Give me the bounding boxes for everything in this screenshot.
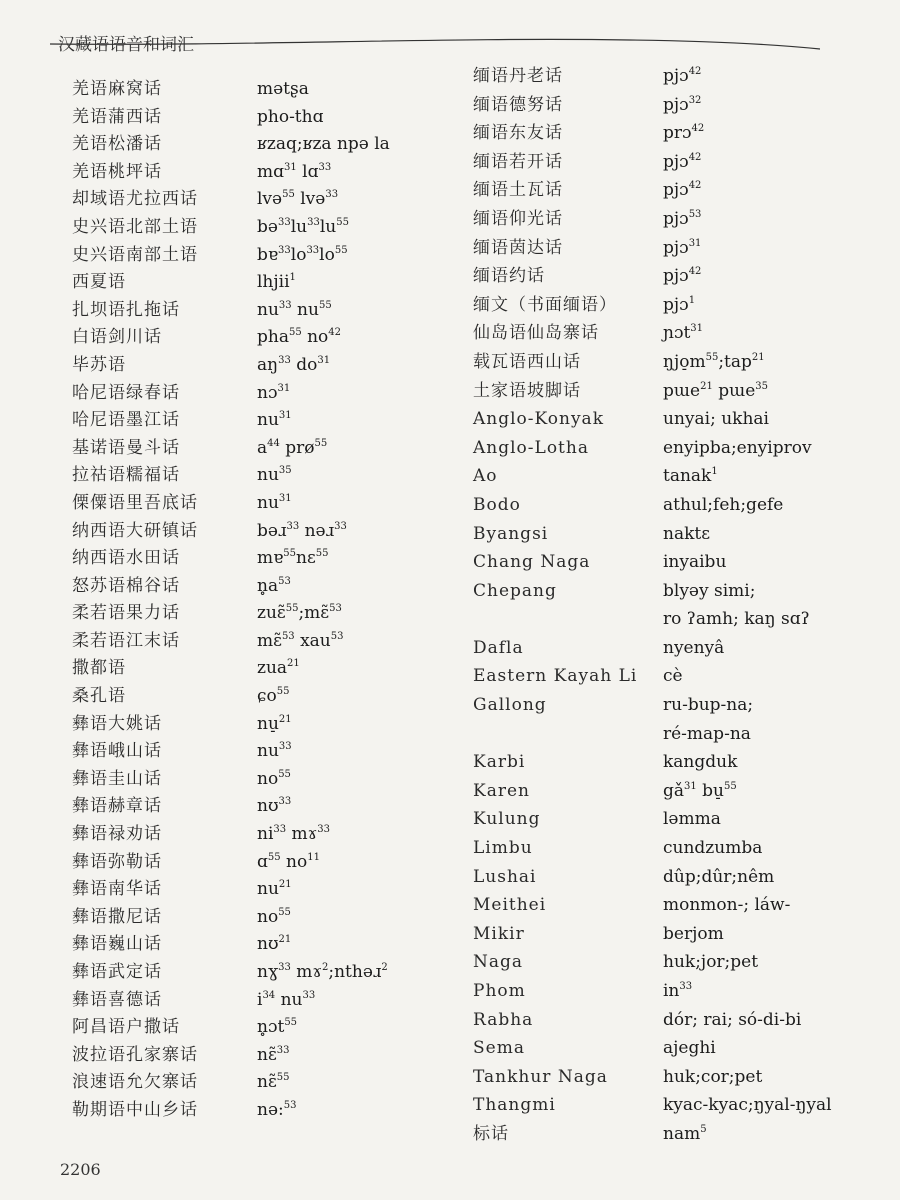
word-form: nam$^5$ xyxy=(663,1123,707,1144)
word-form: bəɹ$^{33}$ nəɹ$^{33}$ xyxy=(257,520,347,541)
language-name xyxy=(473,720,637,749)
word-form: pjɔ$^{42}$ xyxy=(663,151,702,172)
language-name: 勒期语中山乡话 xyxy=(72,1099,198,1120)
word-form: pho-thɑ xyxy=(257,106,324,127)
language-name: Chepang xyxy=(473,580,557,601)
word-form: pjɔ$^{42}$ xyxy=(663,266,702,287)
word-form: $nu^{31}$ xyxy=(257,492,292,513)
language-name: 羌语桃坪话 xyxy=(72,161,162,182)
word-form: $bə^{33}lu^{33}lu^{55}$ xyxy=(257,216,349,237)
language-name: Tankhur Naga xyxy=(473,1066,608,1087)
word-form: ru-bup-na; xyxy=(663,695,754,716)
word-form: nə:$^{53}$ xyxy=(257,1099,297,1120)
language-name: Mikir xyxy=(473,923,525,944)
language-name: 怒苏语棉谷话 xyxy=(72,575,180,596)
word-form: monmon-; láw- xyxy=(663,895,791,916)
word-form: huk;cor;pet xyxy=(663,1066,763,1087)
word-form: nyenyâ xyxy=(663,637,725,658)
language-name: Dafla xyxy=(473,637,524,658)
word-form: pɯe$^{21}$ pɯe$^{35}$ xyxy=(663,380,769,401)
language-name: Eastern Kayah Li xyxy=(473,666,638,687)
word-form: $no^{55}$ xyxy=(257,768,291,789)
word-form: dûp;dûr;nêm xyxy=(663,866,775,887)
language-name: 纳西语水田话 xyxy=(72,548,180,569)
language-name: 缅语约话 xyxy=(473,266,545,287)
word-form: ɑ$^{55}$ $no^{11}$ xyxy=(257,851,320,872)
word-form: nɛ̃$^{55}$ xyxy=(257,1072,290,1093)
word-form: lhjii$^1$ xyxy=(257,272,296,293)
language-name: 柔若语果力话 xyxy=(72,603,180,624)
word-form: $gǎ^{31}$ bu̠$^{55}$ xyxy=(663,780,737,801)
language-name: Thangmi xyxy=(473,1095,556,1116)
language-name: 桑孔语 xyxy=(72,686,126,707)
running-header-title: 汉藏语语音和词汇 xyxy=(58,35,194,55)
word-form: pjɔ$^{32}$ xyxy=(663,94,702,115)
word-form: pjɔ$^{42}$ xyxy=(663,180,702,201)
language-name: Sema xyxy=(473,1038,525,1059)
word-form: zua$^{21}$ xyxy=(257,658,300,679)
word-form: ɕo$^{55}$ xyxy=(257,686,290,707)
word-form: $ŋjo̠m^{55};tap^{21}$ xyxy=(663,351,765,372)
word-form: mɛ̃$^{53}$ xau$^{53}$ xyxy=(257,630,344,651)
word-form: nʊ$^{33}$ xyxy=(257,796,292,817)
word-form: huk;jor;pet xyxy=(663,952,759,973)
language-name: 史兴语北部土语 xyxy=(72,216,198,237)
language-name: 柔若语江末话 xyxy=(72,630,180,651)
language-name: 彝语南华话 xyxy=(72,879,162,900)
word-form: berjom xyxy=(663,923,724,944)
language-name: Bodo xyxy=(473,494,521,515)
page-number: 2206 xyxy=(60,1160,101,1179)
word-form: $nu^{31}$ xyxy=(257,410,292,431)
word-form: pjɔ$^1$ xyxy=(663,294,696,315)
language-name: 缅语仰光话 xyxy=(473,208,563,229)
language-name: 彝语禄劝话 xyxy=(72,824,162,845)
language-name: Anglo-Lotha xyxy=(473,437,589,458)
right-forms-column xyxy=(663,62,832,1149)
language-name: 哈尼语墨江话 xyxy=(72,410,180,431)
language-name: 毕苏语 xyxy=(72,354,126,375)
language-name: Karen xyxy=(473,780,530,801)
word-form: kangduk xyxy=(663,752,738,773)
language-name: Kulung xyxy=(473,809,541,830)
language-name: 阿昌语户撒话 xyxy=(72,1017,180,1038)
word-form: $nu^{33}$ xyxy=(257,741,292,762)
word-form: mɑ$^{31}$ lɑ$^{33}$ xyxy=(257,161,332,182)
word-form: cundzumba xyxy=(663,838,763,859)
word-form: cè xyxy=(663,666,683,687)
word-form: n̥ɔt$^{55}$ xyxy=(257,1017,298,1038)
language-name: 白语剑川话 xyxy=(72,327,162,348)
word-form: unyai; ukhai xyxy=(663,409,769,430)
language-name: 波拉语孔家寨话 xyxy=(72,1044,198,1065)
word-form: athul;feh;gefe xyxy=(663,494,784,515)
language-name: Byangsi xyxy=(473,523,549,544)
language-name: 彝语圭山话 xyxy=(72,768,162,789)
language-name: 载瓦语西山话 xyxy=(473,351,581,372)
language-name: 纳西语大研镇话 xyxy=(72,520,198,541)
word-form: prɔ$^{42}$ xyxy=(663,123,705,144)
word-form: pjɔ$^{42}$ xyxy=(663,66,702,86)
word-form: $no^{55}$ xyxy=(257,906,291,927)
word-form: mətʂa xyxy=(257,79,309,99)
language-name: 仙岛语仙岛寨话 xyxy=(473,323,599,344)
left-terms-column xyxy=(72,76,198,1125)
language-name: 西夏语 xyxy=(72,272,126,293)
language-name: 彝语赫章话 xyxy=(72,796,162,817)
word-form: ajeghi xyxy=(663,1038,716,1059)
language-name: 彝语巍山话 xyxy=(72,934,162,955)
language-name: Naga xyxy=(473,952,524,973)
word-form: $bɐ^{33}lo^{33}lo^{55}$ xyxy=(257,244,348,265)
language-name: Chang Naga xyxy=(473,552,591,573)
word-form: naktɛ xyxy=(663,523,711,544)
language-name: 羌语蒲西话 xyxy=(72,106,162,127)
language-name: 彝语弥勒话 xyxy=(72,851,162,872)
language-name: Meithei xyxy=(473,895,547,916)
word-form: pjɔ$^{31}$ xyxy=(663,237,702,258)
language-name: 缅文（书面缅语） xyxy=(473,294,617,315)
word-form: nɔ$^{31}$ xyxy=(257,382,291,403)
language-name: Limbu xyxy=(473,838,533,859)
language-name: 缅语茵达话 xyxy=(473,237,563,258)
language-name: 彝语峨山话 xyxy=(72,741,162,762)
language-name: 史兴语南部土语 xyxy=(72,244,198,265)
language-name: 彝语大姚话 xyxy=(72,713,162,734)
word-form: pha$^{55}$ $no^{42}$ xyxy=(257,327,342,348)
language-name: Ao xyxy=(473,466,498,487)
language-name: Phom xyxy=(473,981,526,1001)
language-name: 缅语若开话 xyxy=(473,151,563,172)
language-name: 缅语丹老话 xyxy=(473,66,563,86)
language-name: 羌语松潘话 xyxy=(72,134,162,155)
word-form: kyac-kyac;ŋyal-ŋyal xyxy=(663,1095,832,1116)
word-form: nɣ$^{33}$ mɤ$^2$;nthəɹ$^2$ xyxy=(257,962,388,982)
right-terms-column xyxy=(473,62,637,1149)
language-name: 撒都语 xyxy=(72,658,126,679)
word-form: mɐ$^{55}$nɛ$^{55}$ xyxy=(257,548,329,569)
language-name: 缅语德努话 xyxy=(473,94,563,115)
word-form: $a^{44}$ prø$^{55}$ xyxy=(257,437,328,458)
language-name: Lushai xyxy=(473,866,537,887)
language-name: 拉祜语糯福话 xyxy=(72,465,180,486)
word-form: $i^{34}$ $nu^{33}$ xyxy=(257,989,316,1010)
language-name: Karbi xyxy=(473,752,526,773)
language-name: Anglo-Konyak xyxy=(473,409,604,430)
left-forms-column xyxy=(257,76,390,1125)
word-form: dór; rai; só-di-bi xyxy=(663,1009,802,1030)
word-form: inyaibu xyxy=(663,552,727,573)
language-name: 却域语尤拉西话 xyxy=(72,189,198,210)
word-form: nɛ̃$^{33}$ xyxy=(257,1044,290,1065)
language-name: 彝语撒尼话 xyxy=(72,906,162,927)
word-form: ləmma xyxy=(663,809,721,830)
word-form: $n̥a^{53}$ xyxy=(257,575,291,596)
language-name: 土家语坡脚话 xyxy=(473,380,581,401)
language-name: 浪速语允欠寨话 xyxy=(72,1072,198,1093)
word-form: tanak$^1$ xyxy=(663,466,718,487)
word-form: nʊ$^{21}$ xyxy=(257,934,292,955)
language-name: 标话 xyxy=(473,1123,509,1144)
word-form: ɲɔt$^{31}$ xyxy=(663,323,704,344)
word-form: nu̠$^{21}$ xyxy=(257,713,292,734)
language-name: 缅语东友话 xyxy=(473,123,563,144)
word-form: ro ʔamh; kaŋ sɑʔ xyxy=(663,609,810,630)
language-name: 傈僳语里吾底话 xyxy=(72,492,198,513)
word-form: ʁzaq;ʁza npə la xyxy=(257,134,390,155)
word-form: $nu^{35}$ xyxy=(257,465,292,486)
word-form: $aŋ^{33}$ $do^{31}$ xyxy=(257,354,331,375)
word-form: ré-map-na xyxy=(663,723,751,744)
word-form: enyipba;enyiprov xyxy=(663,437,812,458)
word-form: $nu^{33}$ $nu^{55}$ xyxy=(257,299,332,320)
language-name: 基诺语曼斗话 xyxy=(72,437,180,458)
word-form: $ni^{33}$ mɤ$^{33}$ xyxy=(257,824,330,845)
word-form: blyəy simi; xyxy=(663,580,756,601)
language-name: 哈尼语绿春话 xyxy=(72,382,180,403)
language-name: 彝语武定话 xyxy=(72,962,162,982)
language-name: 彝语喜德话 xyxy=(72,989,162,1010)
word-form: $nu^{21}$ xyxy=(257,879,292,900)
language-name: 羌语麻窝话 xyxy=(72,79,162,99)
word-form: zuɛ̃$^{55}$;mɛ̃$^{53}$ xyxy=(257,603,342,624)
word-form: lvə$^{55}$ lvə$^{33}$ xyxy=(257,189,339,210)
word-form: pjɔ$^{53}$ xyxy=(663,208,702,229)
language-name: 缅语土瓦话 xyxy=(473,180,563,201)
word-form: $in^{33}$ xyxy=(663,981,693,1001)
language-name: Gallong xyxy=(473,695,547,716)
language-name: Rabha xyxy=(473,1009,534,1030)
language-name xyxy=(473,605,637,634)
language-name: 扎坝语扎拖话 xyxy=(72,299,180,320)
